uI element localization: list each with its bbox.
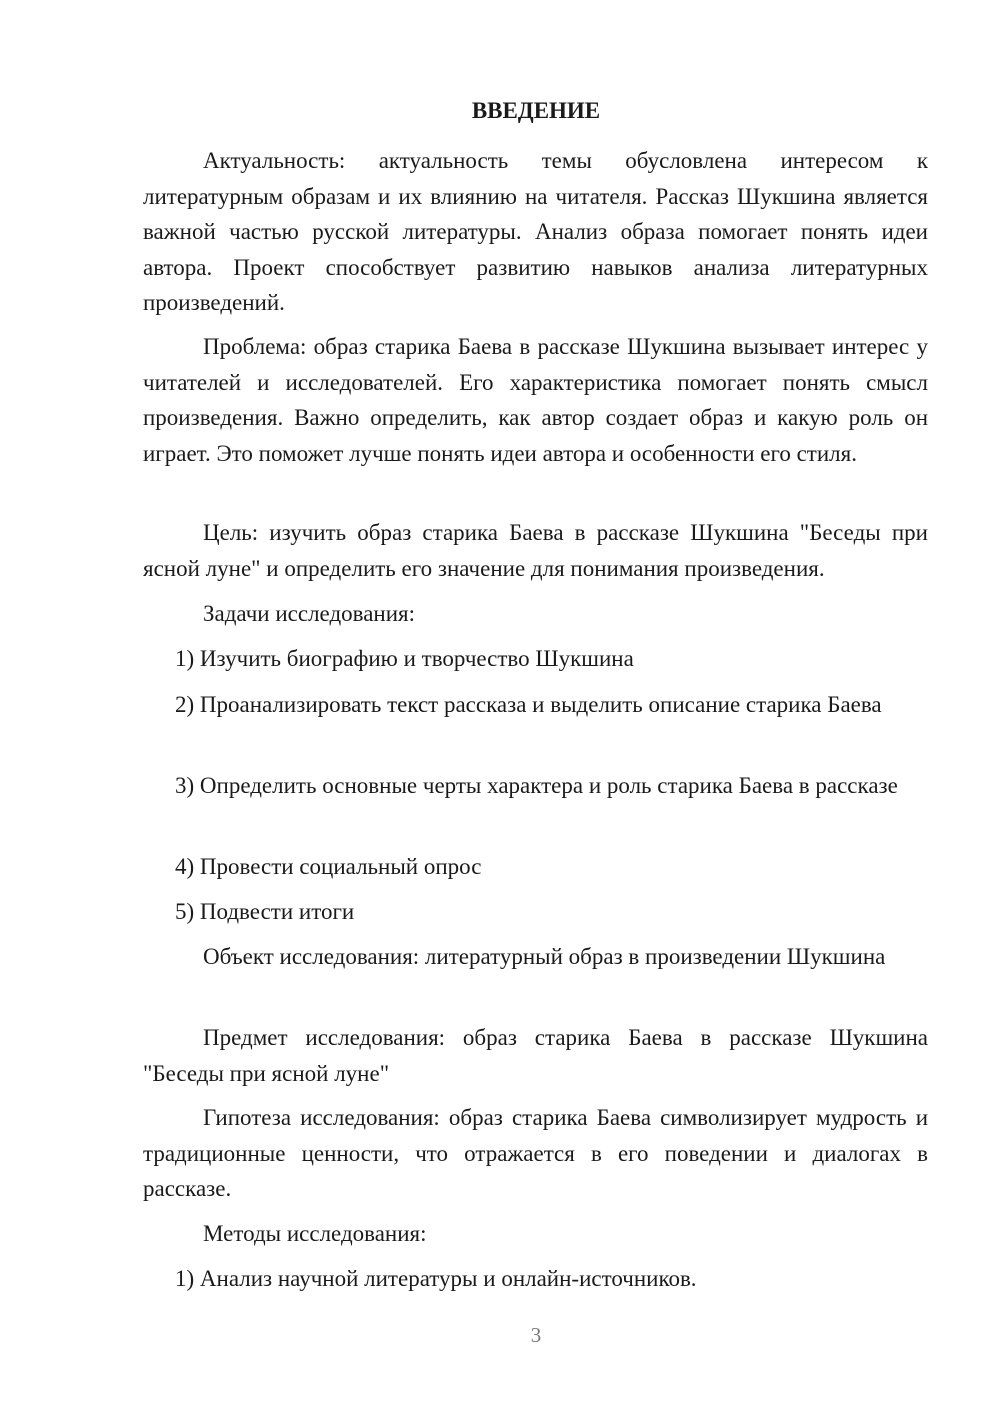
task-item: 3) Определить основные черты характера и роль старика Баева в рассказе [175, 773, 898, 798]
hypothesis-paragraph: Гипотеза исследования: образ старика Баева символизирует мудрость и традиционные ценности, что отражается в его поведении и диалогах в рассказе. [143, 1105, 928, 1201]
methods-heading: Методы исследования: [203, 1221, 427, 1246]
task-item: 5) Подвести итоги [175, 899, 355, 924]
subject-paragraph: Предмет исследования: образ старика Баева в рассказе Шукшина "Беседы при ясной луне" [143, 1025, 928, 1086]
object-paragraph: Объект исследования: литературный образ в произведении Шукшина [203, 944, 886, 969]
page-number: 3 [530, 1323, 542, 1347]
problem-paragraph: Проблема: образ старика Баева в рассказе Шукшина вызывает интерес у читателей и исследователей. Его характеристика помогает понять смысл произведения. Важно определить, как автор создает образ и какую роль он играет. Это поможет лучше понять идеи автора и особенности его стиля. [143, 334, 928, 466]
tasks-heading: Задачи исследования: [203, 601, 416, 626]
task-item: 2) Проанализировать текст рассказа и выделить описание старика Баева [175, 692, 882, 717]
task-item: 4) Провести социальный опрос [175, 854, 482, 879]
relevance-paragraph: Актуальность: актуальность темы обусловлена интересом к литературным образам и их влиянию на читателя. Рассказ Шукшина является важной частью русской литературы. Анализ образа помогает понять идеи автора. Проект способствует развитию навыков анализа литературных произведений. [143, 148, 928, 315]
page-title: ВВЕДЕНИЕ [471, 98, 601, 123]
goal-paragraph: Цель: изучить образ старика Баева в рассказе Шукшина "Беседы при ясной луне" и определить его значение для понимания произведения. [143, 520, 928, 581]
method-item: 1) Анализ научной литературы и онлайн-источников. [175, 1266, 697, 1291]
task-item: 1) Изучить биографию и творчество Шукшина [175, 646, 634, 671]
